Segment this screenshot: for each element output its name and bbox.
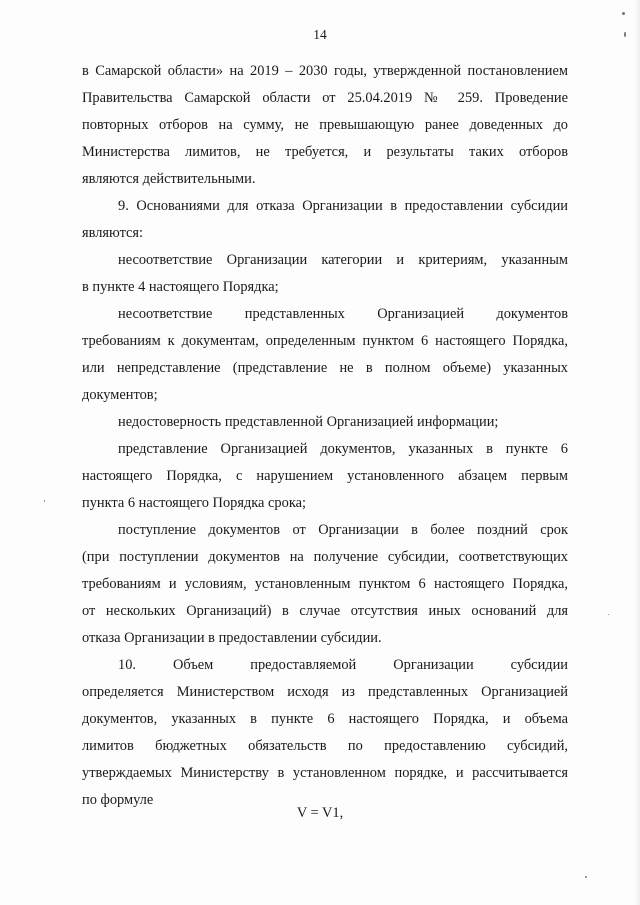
scan-edge-shadow — [634, 0, 640, 905]
paragraph-9-start: 9. Основаниями для отказа Организации в предоставлении субсидии — [118, 198, 568, 214]
document-body — [82, 58, 568, 814]
list-item-start: поступление документов от Организации в более поздний срок — [118, 522, 568, 538]
scan-speck — [44, 500, 45, 502]
body-line: (при поступлении документов на получение субсидии, соответствующих — [82, 549, 568, 565]
body-line: определяется Министерством исходя из представленных Организацией — [82, 684, 568, 700]
list-item-start: представление Организацией документов, указанных в пункте 6 — [118, 441, 568, 457]
scan-speck — [624, 32, 626, 37]
body-line: утверждаемых Министерству в установленном порядке, и рассчитывается — [82, 765, 568, 781]
body-line: отказа Организации в предоставлении субсидии. — [82, 630, 382, 646]
body-line: лимитов бюджетных обязательств по предоставлению субсидий, — [82, 738, 568, 754]
list-item-start: несоответствие Организации категории и критериям, указанным — [118, 252, 568, 268]
body-line: требованиям к документам, определенным пунктом 6 настоящего Порядка, — [82, 333, 568, 349]
list-item-start: несоответствие представленных Организацией документов — [118, 306, 568, 322]
body-line: требованиям и условиям, установленным пунктом 6 настоящего Порядка, — [82, 576, 568, 592]
body-line: Министерства лимитов, не требуется, и результаты таких отборов — [82, 144, 568, 160]
body-line: Правительства Самарской области от 25.04.2019 № 259. Проведение — [82, 90, 568, 106]
body-line: настоящего Порядка, с нарушением установленного абзацем первым — [82, 468, 568, 484]
scan-speck — [585, 876, 587, 878]
scan-speck — [608, 614, 609, 615]
paragraph-10-start: 10. Объем предоставляемой Организации субсидии — [118, 657, 568, 673]
body-line: в Самарской области» на 2019 – 2030 годы, утвержденной постановлением — [82, 63, 568, 79]
body-line: документов; — [82, 387, 158, 403]
list-item-start: недостоверность представленной Организацией информации; — [118, 414, 499, 430]
body-line: являются действительными. — [82, 171, 256, 187]
body-line: от нескольких Организаций) в случае отсутствия иных оснований для — [82, 603, 568, 619]
body-line: по формуле — [82, 792, 154, 808]
body-line: или непредставление (представление не в полном объеме) указанных — [82, 360, 568, 376]
body-line: документов, указанных в пункте 6 настоящего Порядка, и объема — [82, 711, 568, 727]
scan-speck — [622, 12, 625, 15]
body-line: пункта 6 настоящего Порядка срока; — [82, 495, 306, 511]
body-line: повторных отборов на сумму, не превышающую ранее доведенных до — [82, 117, 568, 133]
body-line: являются: — [82, 225, 144, 241]
body-line: в пункте 4 настоящего Порядка; — [82, 279, 279, 295]
page-number: 14 — [313, 27, 327, 42]
formula: V = V1, — [296, 805, 344, 821]
